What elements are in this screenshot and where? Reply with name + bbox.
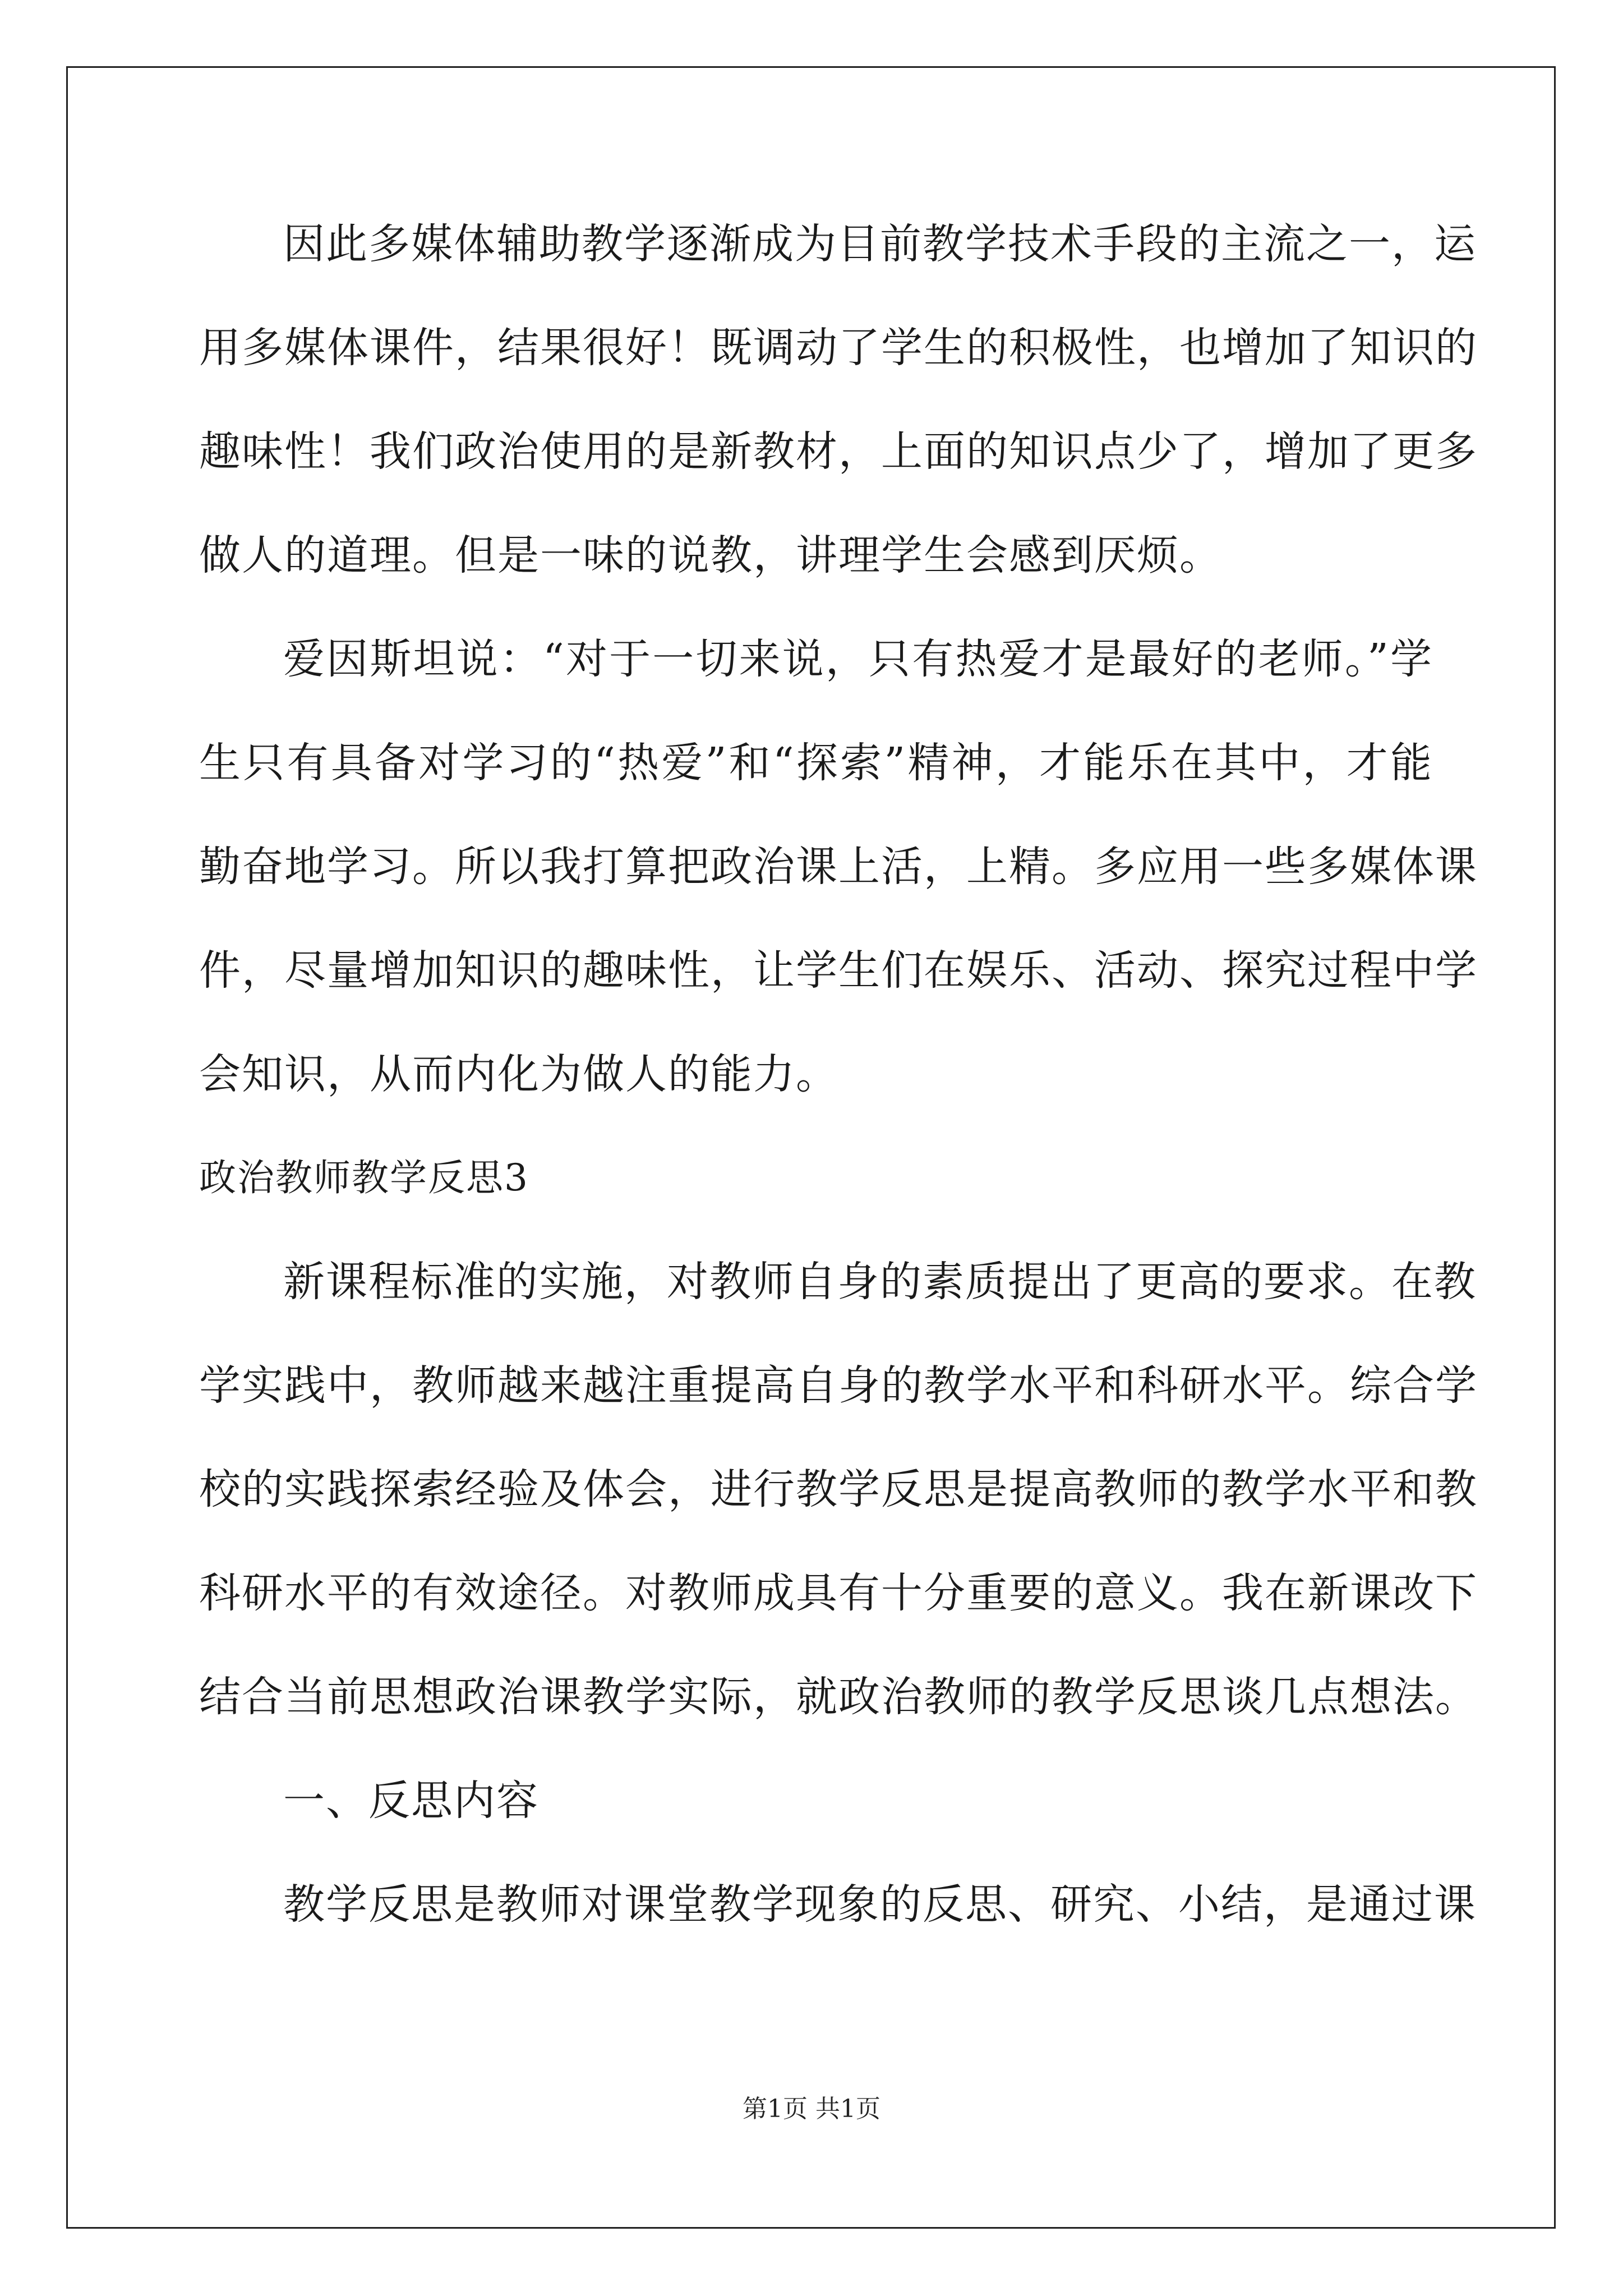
paragraph-1-line-4: 做人的道理。但是一味的说教，讲理学生会感到厌烦。 xyxy=(199,531,1222,579)
paragraph-2-line-3: 勤奋地学习。所以我打算把政治课上活，上精。多应用一些多媒体课 xyxy=(199,843,1478,891)
paragraph-1-line-2: 用多媒体课件，结果很好！既调动了学生的积极性，也增加了知识的 xyxy=(199,324,1478,372)
paragraph-2-line-5: 会知识，从而内化为做人的能力。 xyxy=(199,1050,838,1098)
paragraph-1-line-3: 趣味性！我们政治使用的是新教材，上面的知识点少了，增加了更多 xyxy=(199,427,1478,476)
paragraph-2-line-1: 爱因斯坦说：“对于一切来说，只有热爱才是最好的老师。”学 xyxy=(283,635,1433,683)
paragraph-3-line-4: 科研水平的有效途径。对教师成具有十分重要的意义。我在新课改下 xyxy=(199,1569,1478,1617)
paragraph-3-line-3: 校的实践探索经验及体会，进行教学反思是提高教师的教学水平和教 xyxy=(199,1465,1478,1513)
paragraph-3-line-1: 新课程标准的实施，对教师自身的素质提出了更高的要求。在教 xyxy=(283,1258,1477,1306)
section-heading: 政治教师教学反思3 xyxy=(199,1156,529,1199)
paragraph-1-line-1: 因此多媒体辅助教学逐渐成为目前教学技术手段的主流之一，运 xyxy=(283,220,1477,268)
paragraph-2-line-4: 件，尽量增加知识的趣味性，让学生们在娱乐、活动、探究过程中学 xyxy=(199,946,1478,995)
subsection-heading: 一、反思内容 xyxy=(283,1777,539,1825)
paragraph-3-line-5: 结合当前思想政治课教学实际，就政治教师的教学反思谈几点想法。 xyxy=(199,1673,1478,1721)
paragraph-2-line-2: 生只有具备对学习的“热爱”和“探索”精神，才能乐在其中，才能 xyxy=(199,739,1433,787)
page-number-footer: 第1页 共1页 xyxy=(743,2095,880,2123)
paragraph-3-line-2: 学实践中，教师越来越注重提高自身的教学水平和科研水平。综合学 xyxy=(199,1361,1478,1410)
paragraph-4-line-1: 教学反思是教师对课堂教学现象的反思、研究、小结，是通过课 xyxy=(283,1880,1477,1929)
